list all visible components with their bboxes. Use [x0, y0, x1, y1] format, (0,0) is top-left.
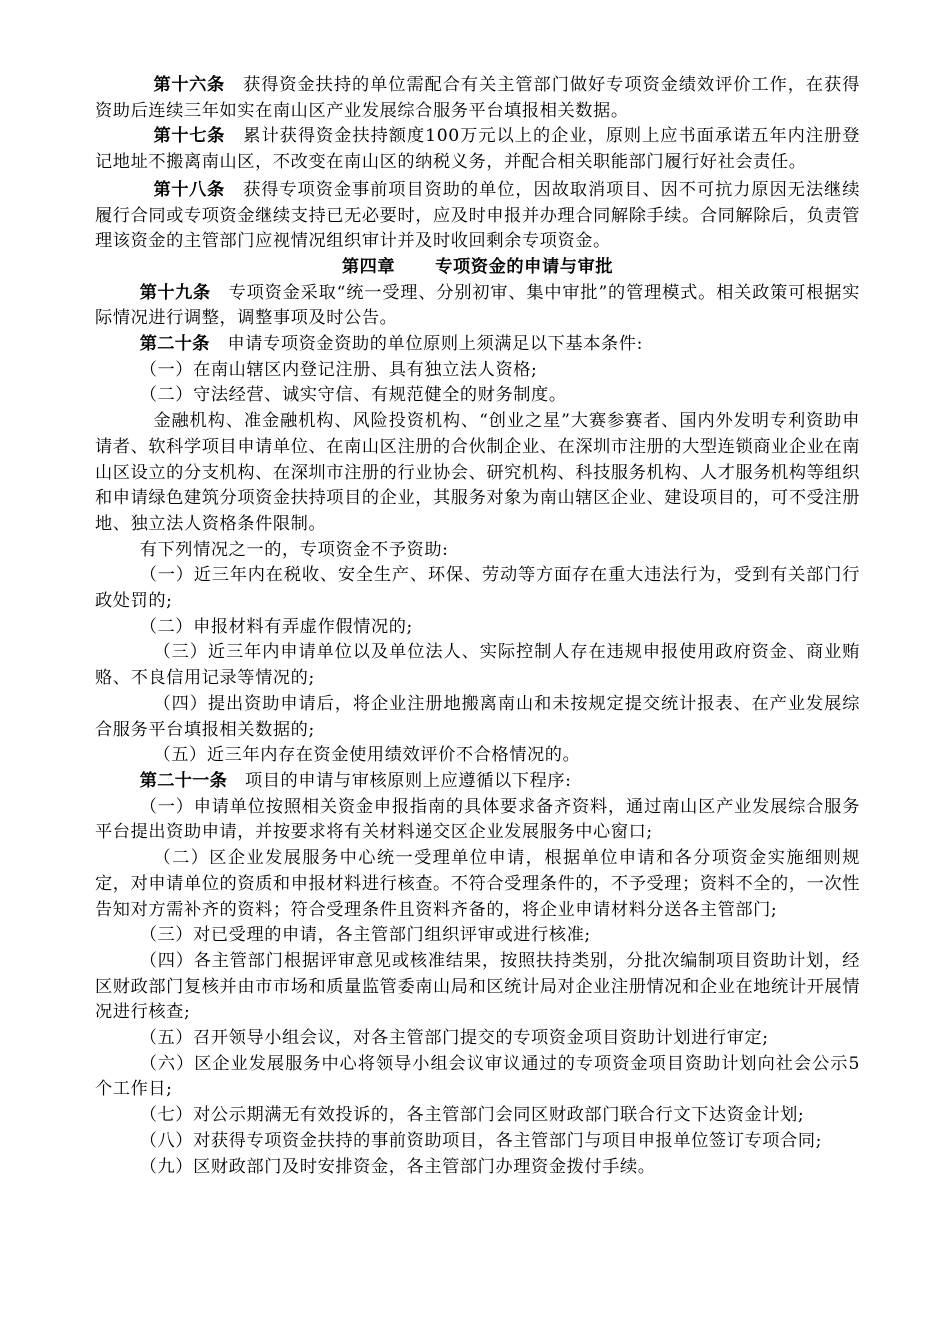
- article-17: [95, 124, 860, 175]
- no-funding-item: （二）申报材料有弄虚作假情况的;: [139, 616, 413, 637]
- procedure-step: （八）对获得专项资金扶持的事前资助项目，各主管部门与项目申报单位签订专项合同;: [139, 1130, 823, 1151]
- procedure-step: （五）召开领导小组会议，对各主管部门提交的专项资金项目资助计划进行审定;: [139, 1028, 769, 1049]
- chapter-heading: [95, 255, 860, 281]
- procedure-step: （九）区财政部门及时安排资金，各主管部门办理资金拨付手续。: [139, 1156, 656, 1177]
- article-16-text: 获得资金扶持的单位需配合有关主管部门做好专项资金绩效评价工作，在获得资助后连续三年如实在南山区产业发展综合服务平台填报相关数据。: [95, 75, 860, 121]
- procedure-step: （六）区企业发展服务中心将领导小组会议审议通过的专项资金项目资助计划向社会公示5个工作日;: [95, 1053, 860, 1100]
- no-funding-item: （三）近三年内申请单位以及单位法人、实际控制人存在违规申报使用政府资金、商业贿赂、不良信用记录等情况的;: [95, 642, 860, 689]
- article-17-title: 第十七条: [153, 126, 226, 147]
- article-16-title: 第十六条: [153, 75, 225, 95]
- condition-item: （一）在南山辖区内登记注册、具有独立法人资格;: [139, 359, 538, 380]
- procedure-step: （四）各主管部门根据评审意见或核准结果，按照扶持类别，分批次编制项目资助计划，经区财政部门复核并由市市场和质量监管委南山局和区统计局对企业注册情况和企业在地统计开展情况进行核查;: [95, 950, 860, 1023]
- chapter-number: 第四章: [341, 256, 396, 277]
- document-page: [95, 73, 860, 1180]
- article-20: [95, 332, 860, 358]
- no-funding-item: （一）近三年内在税收、安全生产、环保、劳动等方面存在重大违法行为，受到有关部门行政处罚的;: [95, 565, 860, 612]
- no-funding-item: （四）提出资助申请后，将企业注册地搬离南山和未按规定提交统计报表、在产业发展综合服务平台填报相关数据的;: [95, 693, 860, 740]
- exception-paragraph: 金融机构、准金融机构、风险投资机构、“创业之星”大赛参赛者、国内外发明专利资助申请者、软科学项目申请单位、在南山区注册的合伙制企业、在深圳市注册的大型连锁商业企业在南山区设立的分支机构、在深圳市注册的行业协会、研究机构、科技服务机构、人才服务机构等组织和申请绿色建筑分项资金扶持项目的企业，其服务对象为南山辖区企业、建设项目的，可不受注册地、独立法人资格条件限制。: [95, 411, 860, 534]
- procedure-step: （一）申请单位按照相关资金申报指南的具体要求备齐资料，通过南山区产业发展综合服务平台提出资助申请，并按要求将有关材料递交区企业发展服务中心窗口;: [95, 796, 860, 843]
- article-21: [95, 769, 860, 795]
- article-21-text: 项目的申请与审核原则上应遵循以下程序:: [244, 770, 572, 791]
- article-18-title: 第十八条: [153, 179, 225, 200]
- condition-item: （二）守法经营、诚实守信、有规范健全的财务制度。: [139, 385, 567, 406]
- article-17-text: 累计获得资金扶持额度100万元以上的企业，原则上应书面承诺五年内注册登记地址不搬离南山区，不改变在南山区的纳税义务，并配合相关职能部门履行好社会责任。: [95, 126, 861, 173]
- article-20-text: 申请专项资金资助的单位原则上须满足以下基本条件:: [227, 334, 643, 355]
- no-funding-intro: 有下列情况之一的，专项资金不予资助:: [139, 539, 449, 560]
- article-21-title: 第二十一条: [139, 770, 228, 791]
- article-18: [95, 178, 860, 255]
- article-19-text: 专项资金采取“统一受理、分别初审、集中审批”的管理模式。相关政策可根据实际情况进行调整，调整事项及时公告。: [95, 282, 860, 329]
- article-16: [95, 73, 860, 124]
- article-20-title: 第二十条: [139, 334, 210, 355]
- article-18-text: 获得专项资金事前项目资助的单位，因故取消项目、因不可抗力原因无法继续履行合同或专项资金继续支持已无必要时，应及时申报并办理合同解除手续。合同解除后，负责管理该资金的主管部门应视情况组织审计并及时收回剩余专项资金。: [95, 179, 860, 252]
- chapter-title: 专项资金的申请与审批: [435, 256, 614, 277]
- procedure-step: （二）区企业发展服务中心统一受理单位申请，根据单位申请和各分项资金实施细则规定，对申请单位的资质和申报材料进行核查。不符合受理条件的，不予受理；资料不全的，一次性告知对方需补齐的资料；符合受理条件且资料齐备的，将企业申请材料分送各主管部门;: [95, 848, 860, 920]
- procedure-step: （三）对已受理的申请，各主管部门组织评审或进行核准;: [139, 925, 591, 946]
- article-19-title: 第十九条: [139, 282, 211, 303]
- no-funding-item: （五）近三年内存在资金使用绩效评价不合格情况的。: [153, 745, 581, 766]
- procedure-step: （七）对公示期满无有效投诉的，各主管部门会同区财政部门联合行文下达资金计划;: [139, 1105, 805, 1126]
- article-19: [95, 281, 860, 332]
